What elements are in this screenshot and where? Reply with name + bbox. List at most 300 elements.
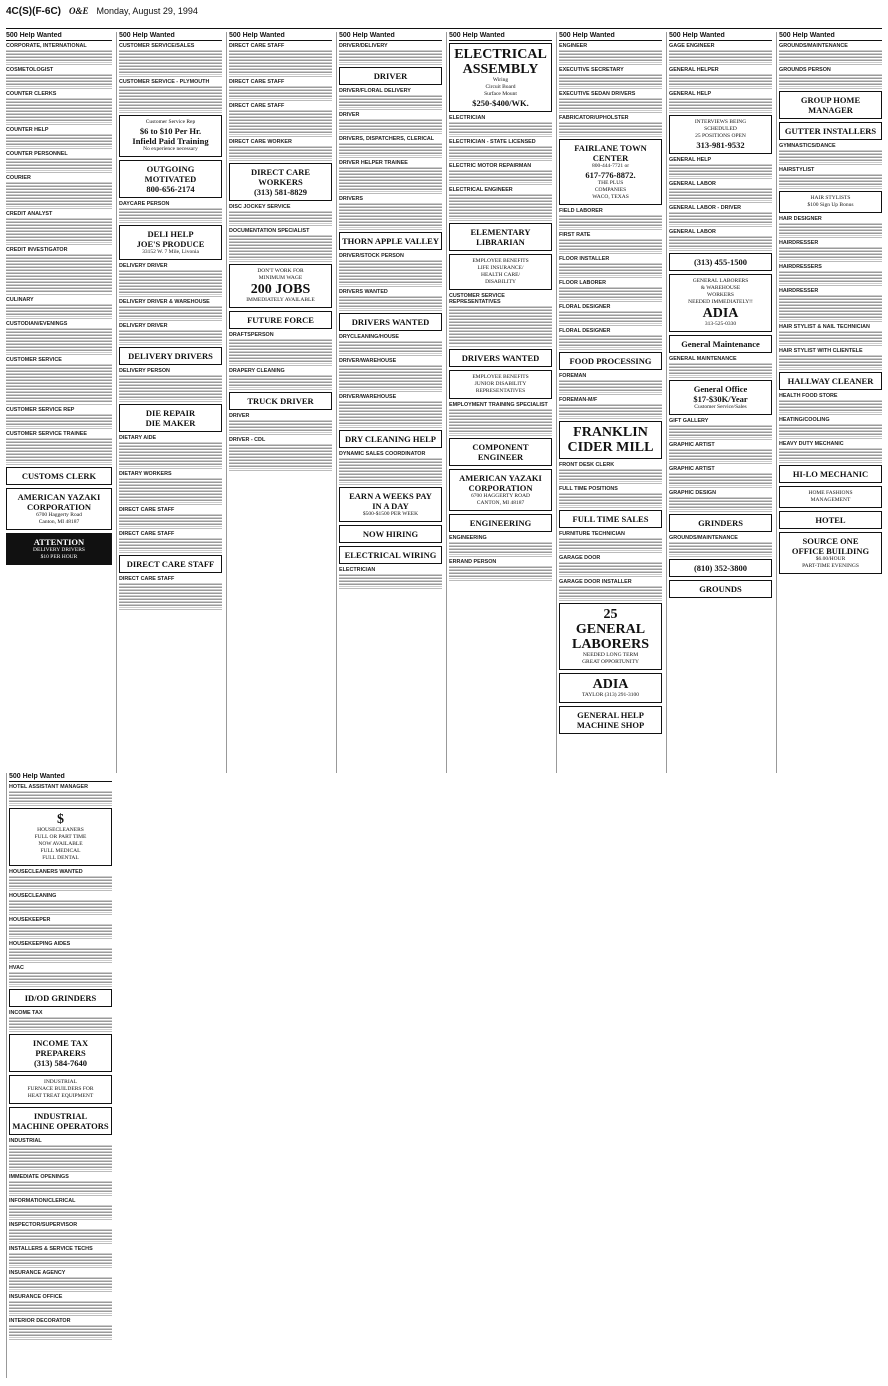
display-ad-line: ENGINEERING: [469, 518, 532, 528]
display-ad: [449, 43, 552, 112]
classified-ad: [559, 373, 662, 395]
display-ad-line: & WAREHOUSE: [700, 285, 741, 291]
display-ad: [9, 1075, 112, 1104]
display-ad-line: HEAT TREAT EQUIPMENT: [27, 1093, 94, 1099]
display-ad-line: TRUCK DRIVER: [247, 396, 314, 406]
ad-body-text: [9, 875, 112, 889]
classified-ad: [9, 1246, 112, 1268]
display-ad-line: $6.00/HOUR: [815, 556, 846, 562]
classified-columns: [6, 32, 882, 1378]
display-ad: [779, 372, 882, 390]
display-ad-line: IN A DAY: [372, 501, 409, 511]
classified-ad: [119, 201, 222, 223]
display-ad: [559, 510, 662, 528]
ad-body-text: [779, 423, 882, 437]
classified-ad: [6, 151, 112, 173]
ad-title: COURIER: [6, 175, 31, 181]
ad-title: DRIVER/WAREHOUSE: [339, 394, 397, 400]
classified-ad: [559, 397, 662, 419]
display-ad: [9, 1107, 112, 1135]
display-ad-line: 800-656-2174: [146, 184, 195, 194]
ad-title: DRYCLEANING/HOUSE: [339, 334, 399, 340]
ad-body-text: [669, 163, 772, 177]
display-ad: [559, 603, 662, 670]
ad-body-text: [559, 492, 662, 506]
ad-body-text: [6, 437, 112, 463]
display-ad-line: OFFICE BUILDING: [791, 546, 870, 556]
ad-body-text: [9, 923, 112, 937]
ad-body-text: [779, 222, 882, 236]
display-ad: [779, 532, 882, 574]
classified-ad: [779, 417, 882, 439]
display-ad-line: MOTIVATED: [144, 174, 197, 184]
ad-body-text: [779, 270, 882, 284]
display-ad-line: CORPORATION: [468, 483, 533, 493]
display-ad: [669, 115, 772, 154]
display-ad-line: GENERAL HELP: [577, 710, 644, 720]
classified-ad: [339, 334, 442, 356]
classified-ad: [119, 576, 222, 610]
display-ad: [6, 467, 112, 485]
display-ad: [9, 1034, 112, 1072]
display-ad-line: 313-525-0330: [704, 321, 737, 327]
ad-body-text: [669, 235, 772, 249]
display-ad-line: HEALTH CARE/: [480, 272, 521, 278]
display-ad-line: HOTEL: [815, 515, 846, 525]
ad-body-text: [9, 971, 112, 985]
ad-title: DRIVER: [339, 112, 360, 118]
ad-title: DIRECT CARE STAFF: [229, 103, 285, 109]
ad-body-text: [339, 400, 442, 426]
display-ad: [119, 347, 222, 365]
ad-body-text: [9, 1300, 112, 1314]
display-ad-line: HAIR STYLISTS: [810, 195, 851, 201]
classified-ad: [6, 407, 112, 429]
classified-ad: [559, 91, 662, 113]
ad-title: INSURANCE AGENCY: [9, 1270, 66, 1276]
classified-ad: [229, 228, 332, 262]
display-ad: [449, 469, 552, 511]
ad-body-text: [559, 334, 662, 348]
ad-body-text: [779, 173, 882, 187]
classified-ad: [6, 175, 112, 209]
classified-ad: [339, 394, 442, 428]
ad-title: DRIVER: [229, 413, 250, 419]
ad-title: GRAPHIC DESIGN: [669, 490, 717, 496]
classified-ad: [229, 103, 332, 137]
classified-ad: [559, 328, 662, 350]
ad-title: GROUNDS/MAINTENANCE: [669, 535, 738, 541]
ad-body-text: [779, 73, 882, 87]
ad-title: GAGE ENGINEER: [669, 43, 715, 49]
display-ad-line: 800-444-7721 or: [591, 163, 630, 169]
display-ad-line: Surface Mount: [484, 91, 517, 97]
display-ad-line: DELIVERY DRIVERS: [128, 351, 213, 361]
ad-title: CUSTODIAN/EVENINGS: [6, 321, 68, 327]
ad-title: ELECTRICIAN: [339, 567, 376, 573]
ad-title: GARAGE DOOR: [559, 555, 601, 561]
classified-ad: [559, 256, 662, 278]
ad-body-text: [779, 294, 882, 320]
display-ad-line: GENERAL LABORERS: [692, 278, 749, 284]
display-ad-line: GUTTER INSTALLERS: [784, 126, 877, 136]
classified-ad: [559, 43, 662, 65]
ad-title: ELECTRICIAN - STATE LICENSED: [449, 139, 536, 145]
ad-body-text: [669, 362, 772, 376]
display-ad-line: FOOD PROCESSING: [569, 356, 652, 366]
ad-body-text: [9, 790, 112, 804]
ad-body-text: [9, 1204, 112, 1218]
display-ad-line: Wiring: [492, 77, 509, 83]
display-ad-line: PREPARERS: [35, 1048, 86, 1058]
classified-ad: [669, 466, 772, 488]
ad-title: HOUSECLEANING: [9, 893, 57, 899]
classified-ad: [559, 531, 662, 553]
ad-body-text: [559, 214, 662, 228]
ad-body-text: [559, 262, 662, 276]
ad-body-text: [229, 109, 332, 135]
ad-title: DRAPERY CLEANING: [229, 368, 285, 374]
ad-body-text: [6, 217, 112, 243]
display-ad: [779, 191, 882, 213]
ad-body-text: [229, 338, 332, 364]
ad-title: FOREMAN: [559, 373, 587, 379]
classified-column: [556, 32, 662, 773]
ad-body-text: [669, 211, 772, 225]
ad-title: DRIVER - CDL: [229, 437, 266, 443]
display-ad: [669, 253, 772, 271]
display-ad-line: MACHINE OPERATORS: [12, 1121, 109, 1131]
display-ad-line: FAIRLANE TOWN: [574, 143, 647, 153]
ad-title: FLOOR LABORER: [559, 280, 607, 286]
ad-title: HOUSEKEEPING AIDES: [9, 941, 71, 947]
display-ad-line: No experience necessary: [143, 146, 198, 152]
display-ad-line: ELECTRICAL: [454, 47, 547, 62]
ad-title: DELIVERY DRIVER & WAREHOUSE: [119, 299, 210, 305]
classified-ad: [6, 127, 112, 149]
ad-title: GYMNASTICS/DANCE: [779, 143, 836, 149]
ad-title: DELIVERY PERSON: [119, 368, 170, 374]
classified-ad: [119, 531, 222, 553]
ad-title: GENERAL LABOR: [669, 229, 716, 235]
classified-ad: [9, 1138, 112, 1172]
ad-title: HEAVY DUTY MECHANIC: [779, 441, 844, 447]
ad-title: CUSTOMER SERVICE/SALES: [119, 43, 195, 49]
ad-body-text: [559, 238, 662, 252]
column-heading: 500 Help Wanted: [339, 32, 442, 41]
display-ad-line: FRANKLIN: [573, 425, 648, 440]
classified-ad: [669, 67, 772, 89]
display-ad-line: ASSEMBLY: [462, 62, 539, 77]
ad-title: HAIR STYLIST & NAIL TECHNICIAN: [779, 324, 870, 330]
display-ad-line: FURNACE BUILDERS FOR: [27, 1086, 94, 1092]
display-ad-line: AMERICAN YAZAKI: [17, 492, 101, 502]
classified-ad: [779, 393, 882, 415]
ad-title: HOUSEKEEPER: [9, 917, 51, 923]
display-ad-line: GROUNDS: [699, 584, 742, 594]
display-ad-line: (313) 584-7640: [33, 1058, 88, 1068]
display-ad: [229, 264, 332, 308]
ad-body-text: [669, 448, 772, 462]
ad-title: HAIR STYLIST WITH CLIENTELE: [779, 348, 863, 354]
display-ad: [669, 559, 772, 577]
ad-title: CORPORATE, INTERNATIONAL: [6, 43, 87, 49]
ad-title: GENERAL MAINTENANCE: [669, 356, 737, 362]
display-ad-line: (810) 352-3800: [693, 563, 748, 573]
display-ad-line: LABORERS: [571, 637, 650, 652]
ad-title: GENERAL LABOR: [669, 181, 716, 187]
classified-column: [6, 773, 112, 1378]
ad-title: COUNTER PERSONNEL: [6, 151, 68, 157]
display-ad-line: AMERICAN YAZAKI: [459, 473, 542, 483]
classified-column: [6, 32, 112, 773]
classified-column: [666, 32, 772, 773]
display-ad-line: (313) 581-8829: [253, 187, 308, 197]
ad-body-text: [9, 1016, 112, 1030]
ad-title: DELIVERY DRIVER: [119, 263, 168, 269]
classified-column: [226, 32, 332, 773]
display-ad-line: SCHEDULED: [704, 126, 737, 132]
classified-ad: [559, 115, 662, 137]
ad-body-text: [119, 305, 222, 319]
ad-body-text: [6, 49, 112, 63]
ad-body-text: [119, 582, 222, 608]
display-ad-line: JOE'S PRODUCE: [136, 239, 205, 249]
classified-ad: [669, 205, 772, 227]
classified-ad: [9, 1270, 112, 1292]
display-ad: [6, 488, 112, 530]
display-ad: [339, 313, 442, 331]
classified-ad: [6, 297, 112, 319]
ad-body-text: [339, 166, 442, 192]
display-ad: [119, 404, 222, 432]
classified-ad: [779, 43, 882, 65]
ad-title: INTERIOR DECORATOR: [9, 1318, 71, 1324]
classified-ad: [339, 253, 442, 287]
classified-ad: [339, 451, 442, 485]
display-ad-line: 33152 W. 7 Mile, Livonia: [142, 249, 199, 255]
classified-ad: [6, 211, 112, 245]
display-ad-line: DON'T WORK FOR: [257, 268, 304, 274]
display-ad-line: DIRECT CARE: [250, 167, 311, 177]
ad-title: HAIR DESIGNER: [779, 216, 822, 222]
ad-title: DRIVER HELPER TRAINEE: [339, 160, 408, 166]
ad-body-text: [9, 1276, 112, 1290]
ad-body-text: [779, 447, 882, 461]
display-ad-line: FULL DENTAL: [42, 855, 79, 861]
ad-title: DIETARY WORKERS: [119, 471, 172, 477]
classified-ad: [229, 332, 332, 366]
ad-body-text: [6, 253, 112, 293]
ad-title: ERRAND PERSON: [449, 559, 497, 565]
classified-ad: [229, 437, 332, 471]
classified-ad: [6, 91, 112, 125]
classified-ad: [9, 784, 112, 806]
display-ad-line: CANTON, MI 48187: [476, 500, 525, 506]
classified-ad: [449, 293, 552, 347]
classified-ad: [339, 136, 442, 158]
display-ad: [669, 380, 772, 415]
display-ad: [669, 274, 772, 332]
issue-date: Monday, August 29, 1994: [96, 6, 198, 16]
ad-body-text: [119, 513, 222, 527]
ad-title: CUSTOMER SERVICE - PLYMOUTH: [119, 79, 210, 85]
classified-ad: [669, 356, 772, 378]
ad-body-text: [339, 364, 442, 390]
classified-ad: [229, 79, 332, 101]
ad-body-text: [9, 947, 112, 961]
classified-ad: [779, 264, 882, 286]
display-ad: [229, 311, 332, 329]
ad-title: DRIVERS WANTED: [339, 289, 388, 295]
classified-ad: [339, 88, 442, 110]
ad-body-text: [229, 374, 332, 388]
classified-ad: [779, 441, 882, 463]
ad-title: FURNITURE TECHNICIAN: [559, 531, 625, 537]
display-ad-line: PART-TIME EVENINGS: [802, 563, 859, 569]
classified-ad: [559, 304, 662, 326]
display-ad-line: DIE REPAIR: [145, 408, 196, 418]
display-ad-line: WORKERS: [258, 177, 303, 187]
ad-body-text: [119, 269, 222, 295]
ad-body-text: [449, 565, 552, 579]
display-ad-line: DRIVERS WANTED: [461, 353, 540, 363]
ad-title: HAIRDRESSER: [779, 288, 819, 294]
classified-ad: [6, 43, 112, 65]
classified-ad: [779, 67, 882, 89]
ad-body-text: [339, 573, 442, 587]
ad-title: INFORMATION/CLERICAL: [9, 1198, 76, 1204]
classified-ad: [9, 941, 112, 963]
display-ad-line: IMMEDIATELY AVAILABLE: [246, 297, 315, 303]
ad-title: ENGINEERING: [449, 535, 487, 541]
classified-ad: [119, 43, 222, 77]
classified-ad: [449, 115, 552, 137]
display-ad: [449, 514, 552, 532]
display-ad-line: EMPLOYEE BENEFITS: [472, 374, 529, 380]
ad-body-text: [779, 330, 882, 344]
ad-body-text: [559, 379, 662, 393]
classified-ad: [9, 1198, 112, 1220]
ad-body-text: [119, 374, 222, 400]
column-heading: 500 Help Wanted: [449, 32, 552, 41]
display-ad: [669, 335, 772, 353]
ad-title: FOREMAN-M/F: [559, 397, 598, 403]
ad-title: DYNAMIC SALES COORDINATOR: [339, 451, 426, 457]
classified-ad: [669, 43, 772, 65]
classified-ad: [339, 43, 442, 65]
display-ad-line: $100 Sign Up Bonus: [807, 202, 854, 208]
ad-title: DIRECT CARE WORKER: [229, 139, 292, 145]
display-ad-line: GROUP HOME: [800, 95, 861, 105]
ad-body-text: [559, 73, 662, 87]
column-heading: 500 Help Wanted: [779, 32, 882, 41]
ad-body-text: [119, 207, 222, 221]
display-ad-line: 617-776-8872.: [585, 170, 636, 180]
display-ad-line: JUNIOR DISABILITY: [474, 381, 527, 387]
ad-body-text: [669, 424, 772, 438]
ad-body-text: [119, 537, 222, 551]
ad-title: ELECTRIC MOTOR REPAIRMAN: [449, 163, 532, 169]
ad-body-text: [6, 157, 112, 171]
ad-body-text: [339, 259, 442, 285]
ad-body-text: [6, 73, 112, 87]
ad-title: FIRST RATE: [559, 232, 591, 238]
classified-ad: [6, 67, 112, 89]
ad-title: DOCUMENTATION SPECIALIST: [229, 228, 310, 234]
display-ad-line: DIRECT CARE STAFF: [126, 559, 215, 569]
ad-body-text: [229, 210, 332, 224]
ad-body-text: [6, 97, 112, 123]
classified-ad: [9, 965, 112, 987]
ad-title: GENERAL HELPER: [669, 67, 719, 73]
ad-title: GROUNDS/MAINTENANCE: [779, 43, 848, 49]
ad-body-text: [669, 541, 772, 555]
ad-body-text: [559, 585, 662, 599]
classified-ad: [559, 280, 662, 302]
display-ad-line: COMPONENT: [472, 442, 529, 452]
classified-ad: [669, 181, 772, 203]
ad-title: GENERAL LABOR - DRIVER: [669, 205, 742, 211]
classified-ad: [9, 869, 112, 891]
display-ad-line: 313-981-9532: [696, 140, 745, 150]
display-ad-line: LIFE INSURANCE/: [477, 265, 524, 271]
display-ad-line: GREAT OPPORTUNITY: [582, 659, 639, 665]
display-ad-line: HALLWAY CLEANER: [787, 376, 874, 386]
classified-ad: [6, 431, 112, 465]
classified-ad: [669, 535, 772, 557]
ad-body-text: [669, 472, 772, 486]
ad-title: FLORAL DESIGNER: [559, 328, 611, 334]
classified-ad: [9, 1318, 112, 1340]
ad-body-text: [669, 187, 772, 201]
display-ad-line: REPRESENTATIVES: [475, 388, 526, 394]
display-ad-line: COMPANIES: [594, 187, 627, 193]
ad-body-text: [339, 457, 442, 483]
classified-ad: [779, 167, 882, 189]
publication-name: O&E: [69, 6, 89, 16]
ad-body-text: [119, 329, 222, 343]
display-ad-line: INDUSTRIAL: [33, 1111, 88, 1121]
ad-body-text: [779, 246, 882, 260]
classified-ad: [669, 229, 772, 251]
ad-body-text: [449, 408, 552, 434]
ad-body-text: [339, 340, 442, 354]
classified-ad: [339, 160, 442, 194]
ad-title: GRAPHIC ARTIST: [669, 466, 715, 472]
classified-ad: [779, 240, 882, 262]
ad-title: GENERAL HELP: [669, 91, 712, 97]
ad-body-text: [339, 142, 442, 156]
classified-ad: [339, 358, 442, 392]
classified-ad: [779, 216, 882, 238]
ad-title: CREDIT ANALYST: [6, 211, 53, 217]
display-ad-line: MACHINE SHOP: [576, 720, 645, 730]
classified-ad: [119, 263, 222, 297]
ad-title: DIRECT CARE STAFF: [119, 531, 175, 537]
ad-body-text: [339, 295, 442, 309]
ad-body-text: [6, 363, 112, 403]
display-ad: [559, 673, 662, 703]
masthead: [6, 6, 882, 29]
ad-body-text: [449, 541, 552, 555]
display-ad-line: 25: [603, 607, 618, 622]
ad-body-text: [559, 310, 662, 324]
ad-body-text: [449, 121, 552, 135]
classified-ad: [779, 348, 882, 370]
classified-column: [336, 32, 442, 773]
ad-title: HOTEL ASSISTANT MANAGER: [9, 784, 88, 790]
